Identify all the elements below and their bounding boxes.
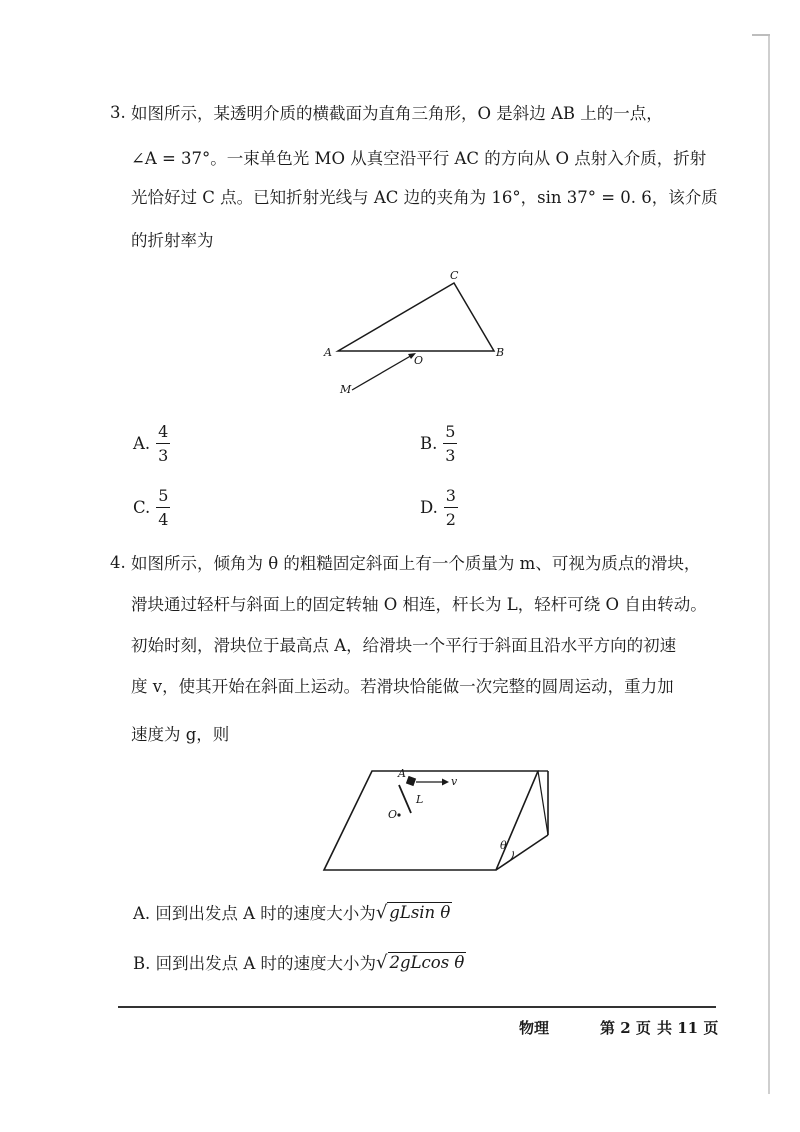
theta-arc [508, 851, 513, 862]
label-o: O [414, 354, 424, 367]
footer-page: 第 2 页 [600, 1019, 651, 1037]
q3-option-a: A. $\frac{4}{3}$ [133, 422, 169, 466]
label-l: L [416, 793, 424, 806]
q4-line-5: 速度为 g，则 [131, 725, 230, 744]
label-o: O [388, 808, 398, 821]
q4-line-1: 如图所示，倾角为 θ 的粗糙固定斜面上有一个质量为 m、可视为质点的滑块， [131, 554, 701, 573]
footer-total: 共 11 页 [657, 1019, 719, 1037]
triangle-abc [338, 283, 494, 351]
page-edge-top [752, 34, 770, 36]
q4-line-3: 初始时刻，滑块位于最高点 A，给滑块一个平行于斜面且沿水平方向的初速 [131, 636, 677, 655]
rod-l [399, 785, 411, 813]
q3-line-4: 的折射率为 [131, 231, 214, 250]
incline-slope-edge [538, 771, 548, 835]
q3-line-2: ∠A = 37°。一束单色光 MO 从真空沿平行 AC 的方向从 O 点射入介质，折射 [131, 149, 707, 168]
label-a: A [324, 346, 332, 359]
q4-number: 4. [110, 553, 126, 572]
q4-incline-figure [318, 765, 553, 875]
slider-block [406, 776, 416, 786]
label-v: v [451, 775, 458, 788]
q4-line-2: 滑块通过轻杆与斜面上的固定转轴 O 相连，杆长为 L，轻杆可绕 O 自由转动。 [131, 595, 707, 614]
q3-line-1: 如图所示，某透明介质的横截面为直角三角形，O 是斜边 AB 上的一点， [131, 104, 663, 123]
q3-number: 3. [110, 103, 126, 122]
label-b: B [496, 346, 505, 359]
page-edge [768, 34, 770, 1094]
pivot-o [397, 813, 400, 816]
q4-option-a: A. 回到出发点 A 时的速度大小为 √ gLsin θ [133, 901, 451, 923]
q3-option-d: D. $\frac{3}{2}$ [420, 486, 456, 530]
label-c: C [450, 269, 459, 282]
label-m: M [340, 383, 352, 396]
incline-surface [324, 771, 538, 870]
label-theta: θ [500, 839, 507, 852]
q3-option-c: C. $\frac{5}{4}$ [133, 486, 169, 530]
label-a: A [398, 767, 406, 780]
q4-line-4: 度 v，使其开始在斜面上运动。若滑块恰能做一次完整的圆周运动，重力加 [131, 677, 674, 696]
footer-subject: 物理 [519, 1019, 550, 1037]
q4-option-b: B. 回到出发点 A 时的速度大小为 √ 2gLcos θ [133, 951, 465, 973]
footer-rule [118, 1006, 716, 1008]
ray-mo [352, 354, 414, 390]
q3-option-b: B. $\frac{5}{3}$ [420, 422, 456, 466]
q3-triangle-figure [320, 265, 520, 400]
q3-line-3: 光恰好过 C 点。已知折射光线与 AC 边的夹角为 16°，sin 37° = 0. 6，该介质 [131, 188, 718, 207]
velocity-arrowhead [442, 779, 449, 786]
